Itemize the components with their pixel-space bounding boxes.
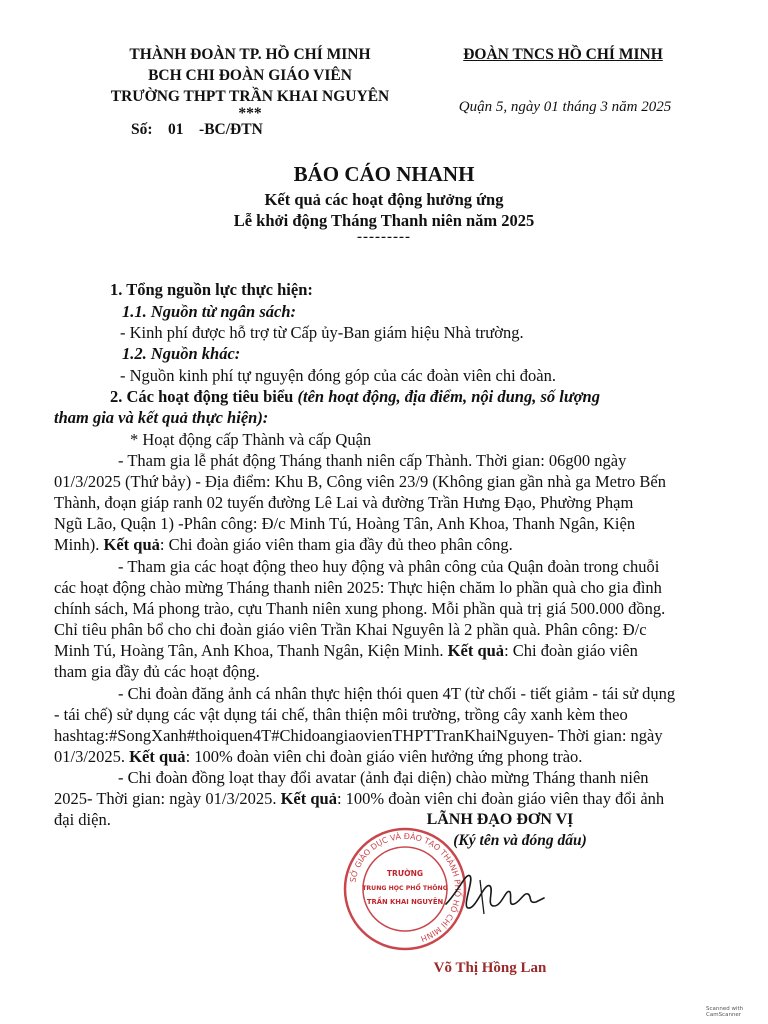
activity-2-line-5 [54,641,638,661]
activity-2-line-3: chính sách, Má phong trào, cựu Thanh niên xung phong. Mỗi phần quà trị giá 500.000 đồng. [54,599,666,618]
header-left [60,44,440,121]
activity-4-tail: đại diện. [54,810,111,829]
activity-3-line-2: - tái chế) sử dụng các vật dụng tái chế, thân thiện môi trường, trồng cây xanh kèm theo [54,705,628,724]
activity-1-line-1: - Tham gia lễ phát động Tháng thanh niên cấp Thành. Thời gian: 06g00 ngày [118,451,627,470]
activity-4-line-2 [54,789,664,809]
signature-note: (Ký tên và đóng dấu) [453,832,587,849]
activity-1-line-2: 01/3/2025 (Thứ bảy) - Địa điểm: Khu B, Công viên 23/9 (Không gian gần nhà ga Metro Bến [54,472,667,491]
activity-4-result-label: Kết quả [280,789,337,808]
header-school: TRƯỜNG THPT TRẦN KHAI NGUYÊN [110,88,390,105]
section-1-1-item: - Kinh phí được hỗ trợ từ Cấp ủy-Ban giám hiệu Nhà trường. [120,323,524,342]
header-city-union: THÀNH ĐOÀN TP. HỒ CHÍ MINH [129,46,371,63]
activity-2-line-4: Chỉ tiêu phân bổ cho chi đoàn giáo viên Trần Khai Nguyên là 2 phần quà. Phân công: Đ/c [54,620,647,639]
activity-3-text-end: 01/3/2025. [54,747,130,766]
section-1-1-heading: 1.1. Nguồn từ ngân sách: [122,302,297,321]
scanner-watermark [706,1006,760,1020]
section-2-heading-note: (tên hoạt động, địa điểm, nội dung, số lượng [293,387,600,406]
activity-3-result: : 100% đoàn viên chi đoàn giáo viên hưởng ứng phong trào. [185,747,583,766]
activity-3-result-label: Kết quả [129,747,186,766]
section-1-heading: 1. Tổng nguồn lực thực hiện: [110,280,313,299]
activity-4-result: : 100% đoàn viên chi đoàn giáo viên thay đổi ảnh [336,789,665,808]
section-2-heading-row [110,387,600,407]
document-subtitle-1: Kết quả các hoạt động hưởng ứng [264,190,504,209]
activity-1-line-4: Ngũ Lão, Quận 1) -Phân công: Đ/c Minh Tú, Hoàng Tân, Anh Khoa, Thanh Ngân, Kiện [54,514,636,533]
activity-3-line-1: - Chi đoàn đăng ảnh cá nhân thực hiện thói quen 4T (từ chối - tiết giảm - tái sử dụng [118,684,676,703]
activity-3-line-4 [54,747,582,767]
activity-3-line-3: hashtag:#SongXanh#thoiquen4T#ChidoangiaovienTHPTTranKhaiNguyen- Thời gian: ngày [54,726,663,745]
document-number: Số: 01 -BC/ĐTN [131,121,263,138]
activity-1-text-end: Minh). [54,535,104,554]
header-stars: *** [238,105,262,122]
section-1-2-heading: 1.2. Nguồn khác: [122,344,241,363]
activity-4-line-1: - Chi đoàn đồng loạt thay đổi avatar (ảnh đại diện) chào mừng Tháng thanh niên [118,768,649,787]
header-organization: ĐOÀN TNCS HỒ CHÍ MINH [463,46,663,63]
scanner-line-1: Scanned with [706,1006,744,1012]
section-2-heading: 2. Các hoạt động tiêu biểu [110,387,294,406]
activity-2-line-1: - Tham gia các hoạt động theo huy động và phân công của Quận đoàn trong chuỗi [118,557,660,576]
document-subtitle-2: Lễ khởi động Tháng Thanh niên năm 2025 [233,211,535,230]
activity-2-result-label: Kết quả [447,641,505,660]
document-date: Quận 5, ngày 01 tháng 3 năm 2025 [458,99,672,115]
scanner-line-2: CamScanner [706,1012,742,1018]
activity-2-tail: tham gia đầy đủ các hoạt động. [54,662,260,681]
handwritten-signature [440,862,550,922]
stamp-inner-text-3: TRẦN KHAI NGUYÊN [366,898,444,906]
section-2-heading-note-2: tham gia và kết quả thực hiện): [54,408,269,427]
signature-title: LÃNH ĐẠO ĐƠN VỊ [426,811,574,828]
activity-2-text-end: Minh Tú, Hoàng Tân, Anh Khoa, Thanh Ngân, Kiện Minh. [54,641,448,660]
title-divider: --------- [357,229,411,245]
section-2-level: * Hoạt động cấp Thành và cấp Quận [130,430,372,449]
stamp-inner-text-1: TRƯỜNG [386,869,424,878]
activity-2-line-2: các hoạt động chào mừng Tháng thanh niên 2025: Thực hiện chăm lo phần quà cho gia đình [54,578,662,597]
activity-1-result: : Chi đoàn giáo viên tham gia đầy đủ theo phân công. [159,535,513,554]
activity-1-line-3: Thành, đoạn giáp ranh 02 tuyến đường Lê Lai và đường Trần Hưng Đạo, Phường Phạm [54,493,634,512]
header-branch: BCH CHI ĐOÀN GIÁO VIÊN [148,67,352,84]
stamp-inner-text-2: TRUNG HỌC PHỔ THÔNG [362,885,448,892]
section-1-2-item: - Nguồn kinh phí tự nguyện đóng góp của các đoàn viên chi đoàn. [120,366,557,385]
activity-4-text-end: 2025- Thời gian: ngày 01/3/2025. [54,789,281,808]
activity-2-result: : Chi đoàn giáo viên [504,641,638,660]
activity-1-result-label: Kết quả [103,535,160,554]
signer-name: Võ Thị Hồng Lan [433,960,547,976]
stamp-ring-text: SỞ GIÁO DỤC VÀ ĐÀO TẠO THÀNH PHỐ HỒ CHÍ MINH [348,831,463,944]
activity-1-line-5 [54,535,513,555]
document-title: BÁO CÁO NHANH [293,162,475,186]
